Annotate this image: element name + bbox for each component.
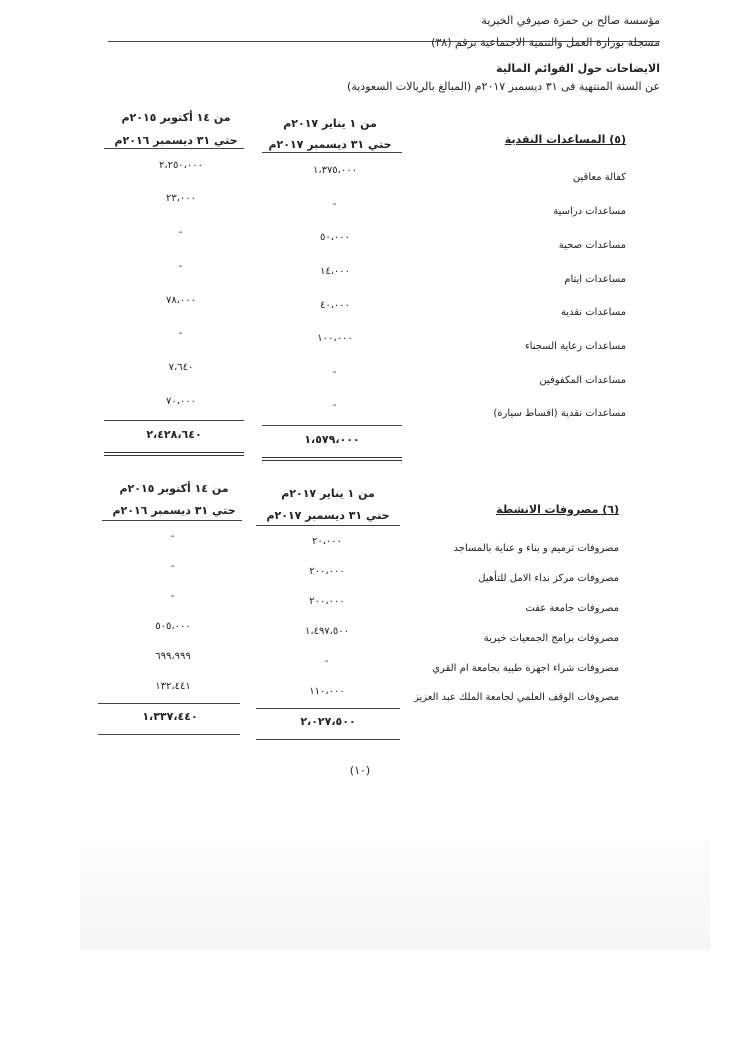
col-prior-line1: من ١٤ أكتوبر ٢٠١٥م — [119, 482, 229, 495]
row-label: مساعدات دراسية — [553, 206, 626, 217]
section5-prior-subtotal-rule — [104, 420, 244, 421]
section6-total-current: ٢،٠٢٧،٥٠٠ — [300, 715, 356, 728]
row-prior-value: - — [170, 531, 176, 542]
col-prior-line1: من ١٤ أكتوبر ٢٠١٥م — [121, 111, 231, 124]
row-current-value: ٤٠،٠٠٠ — [319, 300, 351, 311]
document-title: الايضاحات حول القوائم المالية — [496, 62, 660, 75]
row-prior-value: - — [178, 261, 184, 272]
row-label: مصروفات جامعة عفت — [525, 603, 619, 614]
row-prior-value: - — [170, 591, 176, 602]
row-prior-value: ٦٩٩،٩٩٩ — [155, 651, 191, 662]
header-rule — [108, 41, 660, 42]
col-current-line2: حتي ٣١ ديسمبر ٢٠١٧م — [268, 138, 392, 151]
row-current-value: ١،٣٧٥،٠٠٠ — [312, 165, 358, 176]
section6-prior-subtotal-rule — [98, 703, 240, 704]
row-current-value: ١١٠،٠٠٠ — [309, 686, 345, 697]
row-label: مصروفات برامج الجمعيات خيرية — [483, 633, 619, 644]
row-label: مصروفات شراء اجهزة طبية بجامعة ام القري — [432, 663, 619, 674]
col-current-line1: من ١ يناير ٢٠١٧م — [281, 487, 375, 500]
col-current-line2: حتي ٣١ ديسمبر ٢٠١٧م — [266, 509, 390, 522]
row-prior-value: ٢٣،٠٠٠ — [165, 193, 197, 204]
org-name: مؤسسة صالح بن حمزة صيرفي الخيرية — [481, 14, 660, 27]
section5-total-prior: ٢،٤٢٨،٦٤٠ — [146, 428, 202, 441]
col-current-line1: من ١ يناير ٢٠١٧م — [283, 117, 377, 130]
row-prior-value: - — [170, 561, 176, 572]
section6-prior-total-rule — [98, 734, 240, 735]
period-line: عن السنة المنتهية فى ٣١ ديسمبر ٢٠١٧م (المبالغ بالريالات السعودية) — [347, 80, 660, 93]
row-current-value: - — [324, 656, 330, 667]
scan-shadow — [80, 840, 710, 950]
row-current-value: - — [332, 199, 338, 210]
row-prior-value: ٥٠٥،٠٠٠ — [155, 621, 191, 632]
row-current-value: ٢٠،٠٠٠ — [311, 536, 343, 547]
row-current-value: ١٠٠،٠٠٠ — [317, 333, 353, 344]
row-prior-value: - — [178, 328, 184, 339]
row-current-value: ١،٤٩٧،٥٠٠ — [304, 626, 350, 637]
section5-title: (٥) المساعدات النقدية — [504, 133, 626, 146]
row-current-value: ٢٠٠،٠٠٠ — [309, 596, 345, 607]
row-current-value: - — [332, 367, 338, 378]
row-label: مصروفات مركز نداء الامل للتأهيل — [478, 573, 619, 584]
row-label: مساعدات نقدية (اقساط سيارة) — [493, 408, 626, 419]
section5-prior-total-rule — [104, 452, 244, 456]
row-label: مصروفات ترميم و بناء و عناية بالمساجد — [453, 543, 619, 554]
row-current-value: ٥٠،٠٠٠ — [319, 232, 351, 243]
section6-title: (٦) مصروفات الانشطة — [496, 503, 619, 516]
section5-current-subtotal-rule — [262, 425, 402, 426]
row-label: مساعدات صحية — [558, 240, 626, 251]
row-label: مساعدات نقدية — [560, 307, 626, 318]
section5-current-total-rule — [262, 457, 402, 461]
registration-line: مسجلة بوزارة العمل والتنمية الاجتماعية برقم (٣٨) — [431, 36, 660, 49]
row-prior-value: ١٣٢،٤٤١ — [155, 681, 191, 692]
col-current-underline — [256, 525, 400, 526]
col-prior-underline — [102, 520, 242, 521]
row-label: مصروفات الوقف العلمي لجامعة الملك عبد العزيز — [413, 692, 619, 703]
row-label: مساعدات المكفوفين — [539, 375, 626, 386]
section6-current-subtotal-rule — [256, 708, 400, 709]
col-prior-line2: حتي ٣١ ديسمبر ٢٠١٦م — [114, 134, 238, 147]
row-prior-value: ٧،٦٤٠ — [168, 362, 194, 373]
row-prior-value: ٧٨،٠٠٠ — [165, 295, 197, 306]
section5-total-current: ١،٥٧٩،٠٠٠ — [304, 433, 360, 446]
col-current-underline — [262, 152, 402, 153]
row-label: مساعدات ايتام — [564, 274, 626, 285]
row-prior-value: ٧٠،٠٠٠ — [165, 396, 197, 407]
row-prior-value: ٢،٢٥٠،٠٠٠ — [158, 160, 204, 171]
row-label: مساعدات رعاية السجناء — [524, 341, 626, 352]
row-label: كفالة معاقين — [572, 172, 626, 183]
row-current-value: ٢٠٠،٠٠٠ — [309, 566, 345, 577]
row-current-value: ١٤،٠٠٠ — [319, 266, 351, 277]
row-prior-value: - — [178, 227, 184, 238]
section6-total-prior: ١،٣٣٧،٤٤٠ — [142, 710, 198, 723]
col-prior-line2: حتي ٣١ ديسمبر ٢٠١٦م — [112, 504, 236, 517]
col-prior-underline — [104, 148, 244, 149]
page-number: (١٠) — [349, 764, 371, 777]
section6-current-total-rule — [256, 739, 400, 740]
row-current-value: - — [332, 400, 338, 411]
